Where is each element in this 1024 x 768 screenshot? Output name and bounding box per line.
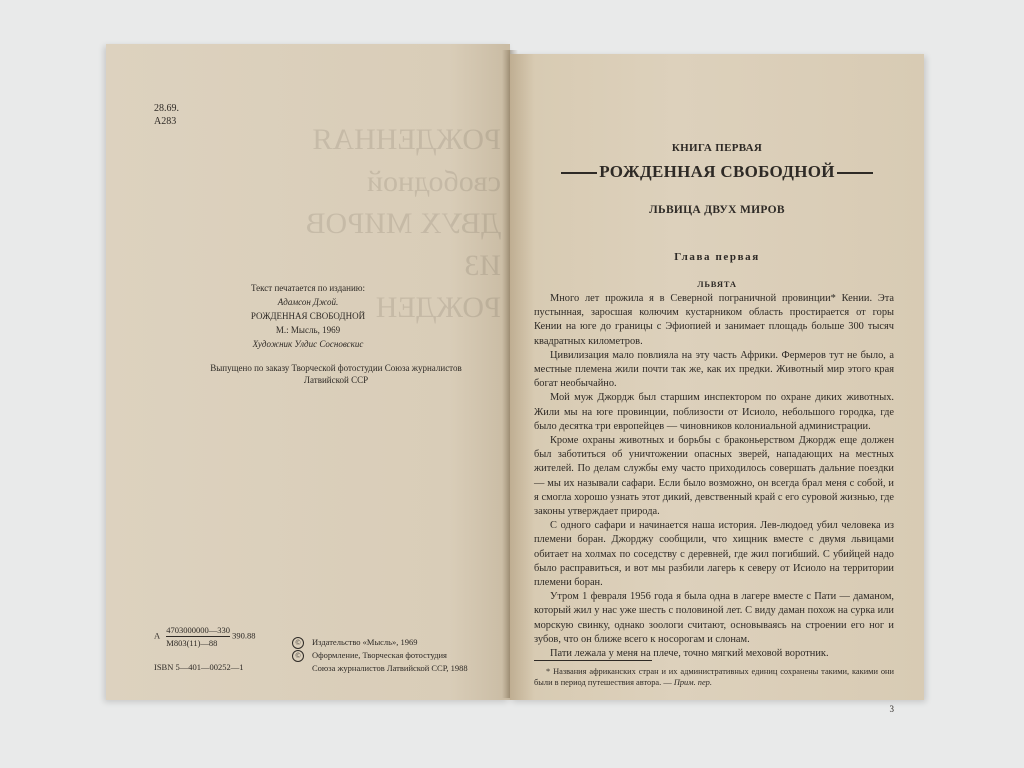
class-numerator: 4703000000—330 (166, 625, 231, 635)
copyright-symbol: © (292, 637, 304, 649)
main-title-text: РОЖДЕННАЯ СВОБОДНОЙ (599, 162, 835, 181)
left-page (106, 44, 510, 700)
order-note-line: Латвийской ССР (303, 375, 369, 385)
book-label: КНИГА ПЕРВАЯ (671, 142, 763, 154)
bleed-line: ИЗ (464, 249, 501, 282)
author-sign: A283 (154, 116, 177, 127)
bleed-line: ДВУХ МИРОВ (305, 207, 501, 240)
paragraph: Пати лежала у меня на плече, точно мягкий меховой воротник. (550, 648, 829, 660)
artist-credit: Художник Улдис Сосновскис (252, 339, 364, 349)
body-text (534, 292, 894, 661)
paragraph: Кроме охраны животных и борьбы с браконьерством Джордж еще должен был заботиться об уничтожении опасных зверей, нападающих на местных жителей. По делам службы ему часто приходилось совершать дальние поездки — мы их называли сафари. Если было возможно, он всегда брал меня с собой, и я смогла хорошо узнать этот дикий, девственный край с его суровой жизнью, где законы утверждает природа. (534, 435, 894, 518)
open-book (106, 44, 924, 714)
classification-block (154, 624, 256, 673)
main-title (510, 162, 924, 182)
class-denominator: М803(11)—88 (166, 638, 218, 648)
right-page (510, 54, 924, 714)
order-note-line: Выпущено по заказу Творческой фотостудии Союза журналистов (210, 363, 462, 373)
chapter-heading: Глава первая (674, 251, 760, 263)
source-note: Текст печатается по изданию: (250, 283, 366, 293)
bleed-line: свободной (366, 165, 501, 198)
title-rule (837, 172, 873, 174)
copyright-symbol: © (292, 650, 304, 662)
class-suffix: 390.88 (232, 630, 256, 641)
order-note (166, 362, 506, 386)
paragraph: Цивилизация мало повлияла на эту часть Африки. Фермеров тут не было, а местные племена жили почти так же, как их предки. Животный мир этого края богат необычайно. (534, 349, 894, 390)
page-number: 3 (889, 704, 894, 714)
copyright-line: Оформление, Творческая фотостудия (312, 650, 447, 661)
paragraph: Много лет прожила я в Северной пограничной провинции* Кении. Эта пустынная, заросшая колючим кустарником область простирается от горы Кении на юге до границы с Эфиопией и занимает площадь больше 300 тысяч квадратных километров. (534, 293, 894, 347)
paragraph: Утром 1 февраля 1956 года я была одна в лагере вместе с Пати — даманом, который жил у нас уже шесть с половиной лет. С виду даман похож на сурка или морскую свинку, однако зоологи считают, основываясь на строении его ног и зубов, что он ближе всего к носорогам и слонам. (534, 591, 894, 645)
class-prefix: А (154, 630, 161, 641)
copyright-line: Союза журналистов Латвийской ССР, 1988 (312, 663, 468, 674)
footnote (534, 666, 894, 688)
subtitle: ЛЬВИЦА ДВУХ МИРОВ (649, 204, 785, 216)
paragraph: С одного сафари и начинается наша история. Лев-людоед убил человека из племени боран. Джорджу сообщили, что хищник вместе с двумя львицами обитает на холмах по соседству с деревней, где жил погибший. С убийцей надо было расправиться, и вот мы разбили лагерь к северу от Исиоло на территории племени боран. (534, 520, 894, 589)
section-heading: ЛЬВЯТА (697, 279, 737, 289)
bleed-line: РОЖДЕННАЯ (312, 123, 501, 156)
bbk-code: 28.69. (154, 103, 179, 114)
footnote-rule (534, 660, 652, 661)
copyright-line: Издательство «Мысль», 1969 (312, 637, 418, 647)
footnote-text: * Названия африканских стран и их административных единиц сохранены такими, какими они были в период путешествия автора. — (534, 667, 894, 687)
isbn: ISBN 5—401—00252—1 (154, 662, 244, 672)
imprint-block (106, 281, 510, 351)
footnote-note: Прим. пер. (673, 678, 712, 687)
publisher-line: М.: Мысль, 1969 (275, 325, 341, 335)
bleed-line: РОЖДЕН (375, 291, 501, 324)
book-title: РОЖДЕННАЯ СВОБОДНОЙ (250, 311, 366, 321)
catalog-codes (154, 102, 179, 128)
author-name: Адамсон Джой. (277, 297, 339, 307)
title-rule (561, 172, 597, 174)
copyright-block (292, 636, 468, 674)
paragraph: Мой муж Джордж был старшим инспектором по охране диких животных. Жили мы на юге провинции, поблизости от Исиоло, небольшого городка, где было десятка три европейцев — чиновников колониальной администрации. (534, 392, 894, 432)
class-fraction (166, 624, 230, 649)
